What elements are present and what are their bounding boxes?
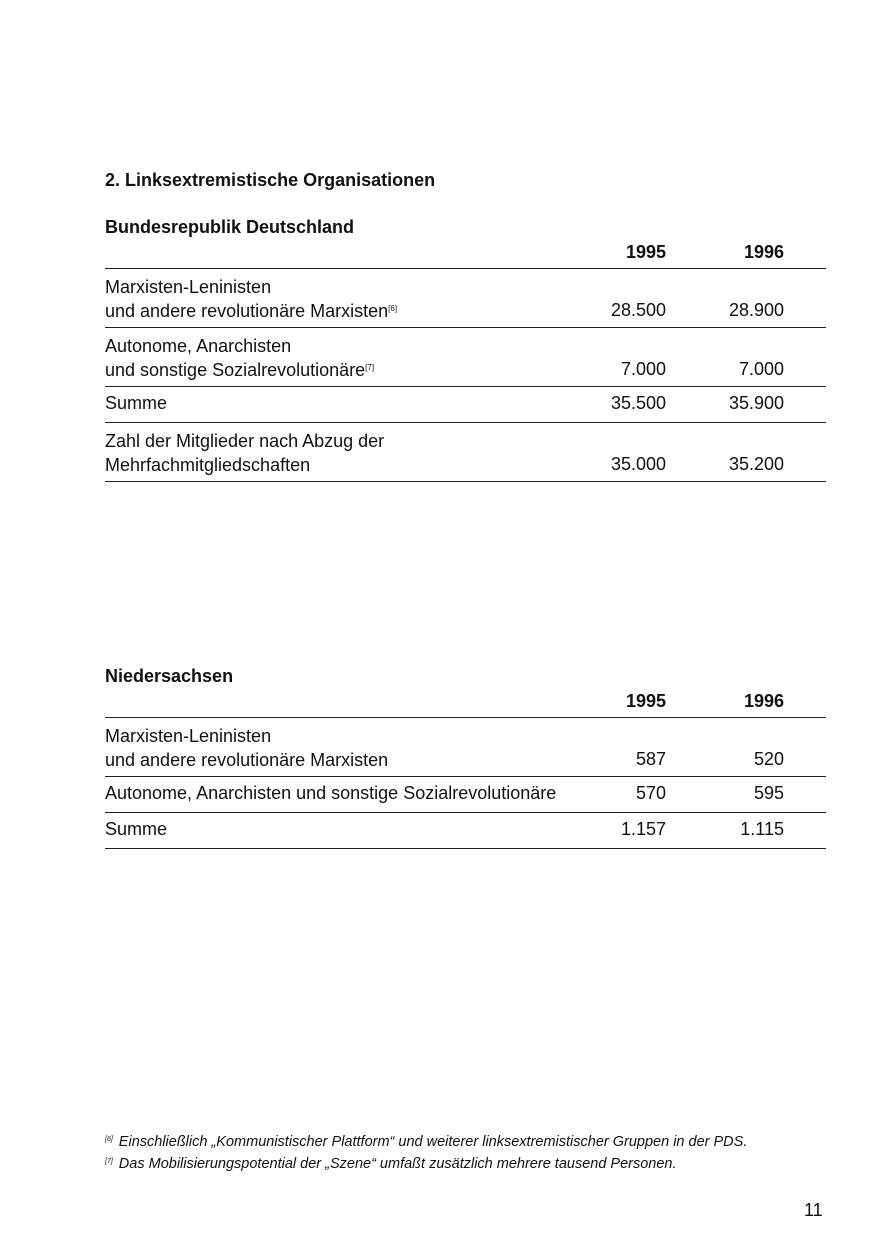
value-1996: 35.200 [728,454,784,474]
year-header-1996: 1996 [743,242,784,262]
table-title-niedersachsen: Niedersachsen [105,666,234,686]
row-label: Zahl der Mitglieder nach Abzug der Mehrfachmitgliedschaften [105,431,385,475]
value-1995: 570 [635,783,666,803]
value-1995: 1.157 [620,819,666,839]
table-header [105,242,826,269]
value-1995: 35.000 [610,454,666,474]
table-row [105,423,826,482]
footnote-ref-7: [7] [365,362,375,372]
table-row-sum [105,813,826,849]
row-label: Summe [105,819,168,839]
value-1995: 7.000 [620,359,666,379]
year-header-1996: 1996 [743,691,784,711]
table-row [105,718,826,777]
table-brd [105,242,826,482]
row-label: Marxisten-Leninisten und andere revolutionäre Marxisten [105,726,389,770]
table-niedersachsen [105,691,826,849]
value-1996: 1.115 [740,819,784,839]
footnote-7: [7] Das Mobilisierungspotential der „Szene“ umfaßt zusätzlich mehrere tausend Personen. [105,1156,677,1172]
value-1996: 520 [753,749,784,769]
row-label: Marxisten-Leninisten und andere revolutionäre Marxisten[6] [105,277,398,321]
page-number: 11 [804,1200,823,1220]
footnotes [105,1130,747,1174]
table-header [105,691,826,718]
table-row [105,328,826,387]
row-label: Autonome, Anarchisten und sonstige Sozialrevolutionäre[7] [105,336,375,380]
section-heading: 2. Linksextremistische Organisationen [105,170,436,190]
table-row [105,777,826,813]
year-header-1995: 1995 [625,691,666,711]
year-header-1995: 1995 [625,242,666,262]
value-1996: 28.900 [728,300,784,320]
footnote-ref-6: [6] [388,303,398,313]
value-1996: 595 [753,783,784,803]
table-title-brd: Bundesrepublik Deutschland [105,217,355,237]
row-label: Summe [105,393,168,413]
value-1995: 28.500 [610,300,666,320]
table-row-sum [105,387,826,423]
value-1995: 587 [635,749,666,769]
value-1996: 35.900 [728,393,784,413]
value-1995: 35.500 [610,393,666,413]
row-label: Autonome, Anarchisten und sonstige Sozialrevolutionäre [105,783,557,803]
value-1996: 7.000 [738,359,784,379]
footnote-6: [6] Einschließlich „Kommunistischer Plattform“ und weiterer linksextremistischer Gruppen in der PDS. [105,1134,748,1150]
table-row [105,269,826,328]
